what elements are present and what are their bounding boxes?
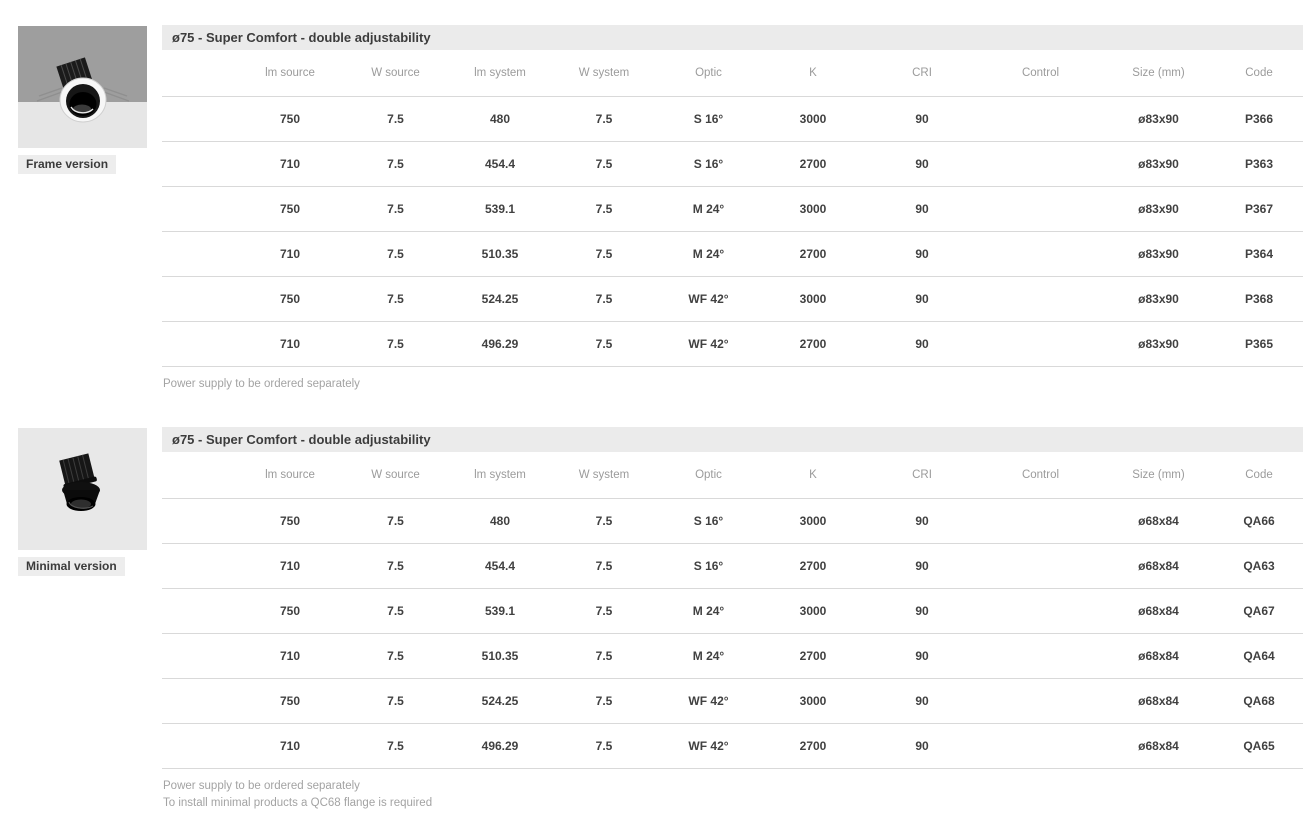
frame-version-photo bbox=[18, 26, 147, 148]
cell-value: 7.5 bbox=[387, 739, 404, 753]
cell-value: ø68x84 bbox=[1138, 604, 1179, 618]
frame-downlight-illustration bbox=[18, 26, 147, 148]
column-header: lm source bbox=[265, 67, 315, 79]
table-row bbox=[162, 544, 1303, 589]
cell-value: 524.25 bbox=[481, 292, 519, 306]
cell-value: 7.5 bbox=[387, 292, 404, 306]
table-row bbox=[162, 679, 1303, 724]
cell-value: QA68 bbox=[1243, 694, 1275, 708]
cell-value: 750 bbox=[279, 202, 301, 216]
cell-value: 2700 bbox=[799, 337, 827, 351]
header-row bbox=[162, 452, 1303, 499]
cell-value: 7.5 bbox=[595, 694, 613, 708]
cell-value: 90 bbox=[915, 157, 929, 171]
cell-value: 510.35 bbox=[481, 247, 519, 261]
cell-value: 7.5 bbox=[387, 514, 404, 528]
cell-value: 90 bbox=[915, 112, 929, 126]
column-header: W system bbox=[578, 469, 630, 481]
column-header: Control bbox=[1021, 469, 1060, 481]
cell-value: 7.5 bbox=[387, 112, 404, 126]
cell-value: 7.5 bbox=[595, 202, 613, 216]
cell-value: 454.4 bbox=[484, 157, 516, 171]
column-header: Size (mm) bbox=[1132, 67, 1185, 79]
cell-value: QA63 bbox=[1243, 559, 1275, 573]
table-row bbox=[162, 232, 1303, 277]
cell-value: QA66 bbox=[1243, 514, 1275, 528]
cell-value: 539.1 bbox=[484, 604, 516, 618]
table-title: ø75 - Super Comfort - double adjustability bbox=[172, 432, 431, 447]
cell-value: 710 bbox=[279, 739, 301, 753]
column-header: CRI bbox=[912, 469, 932, 481]
table-row bbox=[162, 499, 1303, 544]
note-qc68-flange: To install minimal products a QC68 flange is required bbox=[163, 797, 433, 809]
cell-value: 90 bbox=[915, 202, 929, 216]
cell-value: 90 bbox=[915, 247, 929, 261]
cell-value: QA67 bbox=[1243, 604, 1275, 618]
table-row bbox=[162, 724, 1303, 769]
cell-value: ø68x84 bbox=[1138, 559, 1179, 573]
note-power-supply: Power supply to be ordered separately bbox=[163, 780, 360, 792]
table-row bbox=[162, 187, 1303, 232]
cell-value: M 24° bbox=[692, 649, 725, 663]
table-row bbox=[162, 634, 1303, 679]
cell-value: S 16° bbox=[693, 514, 724, 528]
cell-value: 7.5 bbox=[595, 649, 613, 663]
cell-value: 7.5 bbox=[387, 559, 404, 573]
cell-value: ø83x90 bbox=[1138, 292, 1179, 306]
column-header: lm system bbox=[474, 469, 526, 481]
cell-value: 750 bbox=[279, 604, 301, 618]
spec-table-frame bbox=[162, 50, 1303, 367]
cell-value: P367 bbox=[1244, 202, 1274, 216]
table-row bbox=[162, 322, 1303, 367]
cell-value: 7.5 bbox=[595, 739, 613, 753]
cell-value: ø68x84 bbox=[1138, 739, 1179, 753]
column-header: Optic bbox=[695, 67, 722, 79]
cell-value: 90 bbox=[915, 694, 929, 708]
cell-value: S 16° bbox=[693, 112, 724, 126]
cell-value: M 24° bbox=[692, 604, 725, 618]
cell-value: 710 bbox=[279, 157, 301, 171]
minimal-downlight-illustration bbox=[18, 428, 147, 550]
note-power-supply: Power supply to be ordered separately bbox=[163, 378, 360, 390]
cell-value: 750 bbox=[279, 514, 301, 528]
minimal-version-figure bbox=[18, 428, 147, 576]
cell-value: 3000 bbox=[799, 292, 827, 306]
cell-value: 7.5 bbox=[387, 157, 404, 171]
cell-value: 750 bbox=[279, 694, 301, 708]
cell-value: P366 bbox=[1244, 112, 1274, 126]
cell-value: 7.5 bbox=[595, 514, 613, 528]
cell-value: 3000 bbox=[799, 202, 827, 216]
cell-value: WF 42° bbox=[688, 292, 729, 306]
table-title-bar bbox=[162, 427, 1303, 452]
cell-value: 480 bbox=[489, 112, 511, 126]
cell-value: M 24° bbox=[692, 202, 725, 216]
cell-value: ø83x90 bbox=[1138, 337, 1179, 351]
column-header: lm source bbox=[265, 469, 315, 481]
cell-value: 750 bbox=[279, 292, 301, 306]
header-row bbox=[162, 50, 1303, 97]
cell-value: 750 bbox=[279, 112, 301, 126]
cell-value: S 16° bbox=[693, 157, 724, 171]
table-notes bbox=[162, 376, 1303, 393]
cell-value: 7.5 bbox=[595, 247, 613, 261]
spec-section-frame bbox=[162, 25, 1303, 393]
table-row bbox=[162, 97, 1303, 142]
cell-value: 90 bbox=[915, 649, 929, 663]
cell-value: 710 bbox=[279, 337, 301, 351]
spec-table-minimal bbox=[162, 452, 1303, 769]
cell-value: 3000 bbox=[799, 112, 827, 126]
cell-value: QA65 bbox=[1243, 739, 1275, 753]
column-header: W system bbox=[578, 67, 630, 79]
table-row bbox=[162, 589, 1303, 634]
cell-value: 7.5 bbox=[595, 559, 613, 573]
cell-value: 2700 bbox=[799, 649, 827, 663]
cell-value: QA64 bbox=[1243, 649, 1275, 663]
cell-value: 510.35 bbox=[481, 649, 519, 663]
column-header: K bbox=[809, 469, 817, 481]
cell-value: 7.5 bbox=[387, 202, 404, 216]
cell-value: 3000 bbox=[799, 514, 827, 528]
table-notes bbox=[162, 778, 1303, 812]
cell-value: ø83x90 bbox=[1138, 202, 1179, 216]
column-header: lm system bbox=[474, 67, 526, 79]
cell-value: 710 bbox=[279, 559, 301, 573]
cell-value: 7.5 bbox=[595, 604, 613, 618]
column-header: Code bbox=[1245, 469, 1273, 481]
cell-value: WF 42° bbox=[688, 694, 729, 708]
cell-value: WF 42° bbox=[688, 337, 729, 351]
cell-value: 539.1 bbox=[484, 202, 516, 216]
cell-value: 90 bbox=[915, 292, 929, 306]
cell-value: M 24° bbox=[692, 247, 725, 261]
cell-value: 7.5 bbox=[387, 337, 404, 351]
cell-value: 480 bbox=[489, 514, 511, 528]
cell-value: 7.5 bbox=[595, 112, 613, 126]
column-header: W source bbox=[371, 67, 420, 79]
cell-value: 2700 bbox=[799, 157, 827, 171]
table-row bbox=[162, 277, 1303, 322]
cell-value: 7.5 bbox=[595, 292, 613, 306]
cell-value: 2700 bbox=[799, 739, 827, 753]
cell-value: ø83x90 bbox=[1138, 157, 1179, 171]
frame-version-figure bbox=[18, 26, 147, 174]
cell-value: 7.5 bbox=[387, 649, 404, 663]
table-row bbox=[162, 142, 1303, 187]
cell-value: 7.5 bbox=[387, 247, 404, 261]
cell-value: P365 bbox=[1244, 337, 1274, 351]
cell-value: 2700 bbox=[799, 559, 827, 573]
cell-value: 3000 bbox=[799, 694, 827, 708]
spec-section-minimal bbox=[162, 427, 1303, 812]
cell-value: 90 bbox=[915, 559, 929, 573]
cell-value: 710 bbox=[279, 247, 301, 261]
cell-value: 7.5 bbox=[595, 337, 613, 351]
cell-value: 90 bbox=[915, 604, 929, 618]
cell-value: ø68x84 bbox=[1138, 694, 1179, 708]
minimal-version-photo bbox=[18, 428, 147, 550]
cell-value: 2700 bbox=[799, 247, 827, 261]
cell-value: 7.5 bbox=[387, 694, 404, 708]
cell-value: 496.29 bbox=[481, 337, 519, 351]
cell-value: ø68x84 bbox=[1138, 514, 1179, 528]
cell-value: WF 42° bbox=[688, 739, 729, 753]
cell-value: ø83x90 bbox=[1138, 247, 1179, 261]
minimal-version-label: Minimal version bbox=[18, 557, 125, 576]
cell-value: P368 bbox=[1244, 292, 1274, 306]
cell-value: 7.5 bbox=[387, 604, 404, 618]
column-header: Code bbox=[1245, 67, 1273, 79]
cell-value: 90 bbox=[915, 337, 929, 351]
cell-value: P363 bbox=[1244, 157, 1274, 171]
column-header: W source bbox=[371, 469, 420, 481]
table-title: ø75 - Super Comfort - double adjustability bbox=[172, 30, 431, 45]
table-title-bar bbox=[162, 25, 1303, 50]
cell-value: 524.25 bbox=[481, 694, 519, 708]
cell-value: ø68x84 bbox=[1138, 649, 1179, 663]
cell-value: S 16° bbox=[693, 559, 724, 573]
cell-value: 90 bbox=[915, 514, 929, 528]
cell-value: ø83x90 bbox=[1138, 112, 1179, 126]
column-header: Optic bbox=[695, 469, 722, 481]
cell-value: 7.5 bbox=[595, 157, 613, 171]
cell-value: 496.29 bbox=[481, 739, 519, 753]
cell-value: 454.4 bbox=[484, 559, 516, 573]
cell-value: P364 bbox=[1244, 247, 1274, 261]
cell-value: 3000 bbox=[799, 604, 827, 618]
column-header: K bbox=[809, 67, 817, 79]
cell-value: 90 bbox=[915, 739, 929, 753]
cell-value: 710 bbox=[279, 649, 301, 663]
frame-version-label: Frame version bbox=[18, 155, 116, 174]
column-header: CRI bbox=[912, 67, 932, 79]
column-header: Control bbox=[1021, 67, 1060, 79]
column-header: Size (mm) bbox=[1132, 469, 1185, 481]
